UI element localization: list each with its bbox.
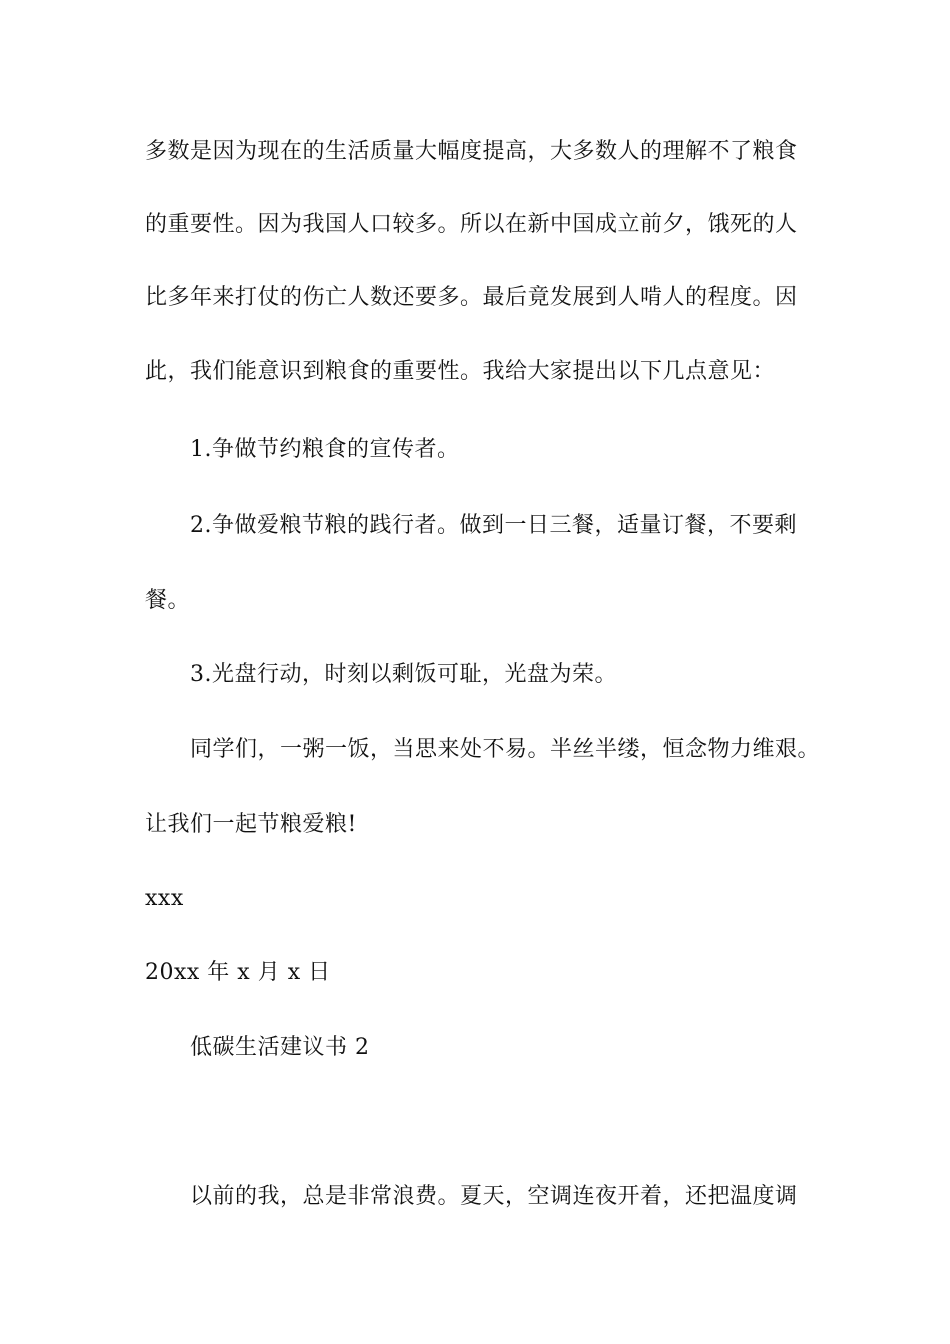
list-item: 2.争做爱粮节粮的践行者。做到一日三餐，适量订餐，不要剩 — [190, 513, 797, 538]
paragraph-line: 让我们一起节粮爱粮! — [145, 812, 357, 837]
list-item: 1.争做节约粮食的宣传者。 — [190, 437, 460, 462]
paragraph-line: 多数是因为现在的生活质量大幅度提高，大多数人的理解不了粮食 — [145, 139, 798, 164]
paragraph-line: 比多年来打仗的伤亡人数还要多。最后竟发展到人啃人的程度。因 — [145, 285, 798, 310]
paragraph-line: 的重要性。因为我国人口较多。所以在新中国成立前夕，饿死的人 — [145, 212, 798, 237]
paragraph-line: 此，我们能意识到粮食的重要性。我给大家提出以下几点意见： — [145, 359, 776, 384]
paragraph-line: 以前的我，总是非常浪费。夏天，空调连夜开着，还把温度调 — [190, 1184, 798, 1209]
signature-date: 20xx 年 x 月 x 日 — [145, 960, 331, 985]
section-title: 低碳生活建议书 2 — [190, 1035, 370, 1060]
paragraph-line: 同学们，一粥一饭，当思来处不易。半丝半缕，恒念物力维艰。 — [190, 737, 821, 762]
list-item: 3.光盘行动，时刻以剩饭可耻，光盘为荣。 — [190, 662, 617, 687]
paragraph-line: 餐。 — [145, 588, 191, 613]
signature-name: xxx — [145, 886, 184, 911]
